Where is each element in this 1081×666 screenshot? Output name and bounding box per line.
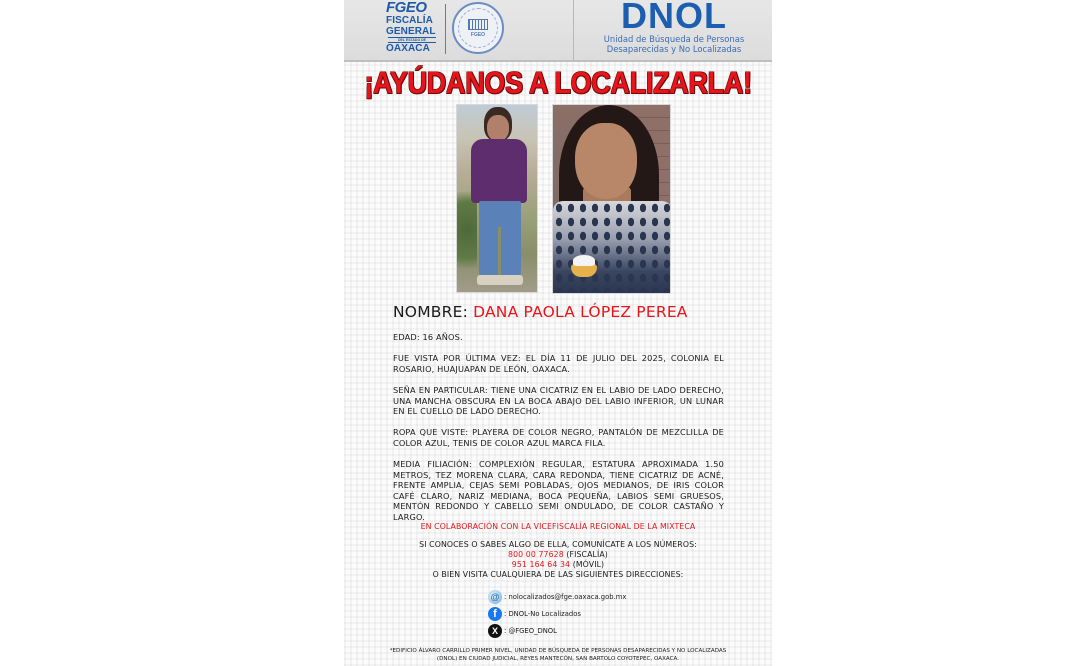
social-x[interactable] xyxy=(488,623,557,638)
poster-header xyxy=(344,0,772,62)
shoes-shape xyxy=(477,275,523,285)
social-email[interactable] xyxy=(488,589,626,604)
dnol-title: DNOL xyxy=(621,0,727,36)
legs-gap xyxy=(498,227,501,275)
fgeo-line-2: GENERAL xyxy=(386,26,436,37)
footer-address: *EDIFICIO ÁLVARO CARRILLO PRIMER NIVEL, UNIDAD DE BÚSQUEDA DE PERSONAS DESAPARECIDAS Y NO LOCALIZADAS (DNOL) EN CIUDAD JUDICIAL, REYES MANTECÓN, SAN BARTOLO COYOTEPEC, OAXACA. xyxy=(389,648,727,662)
dnol-subtitle-1: Unidad de Búsqueda de Personas xyxy=(603,34,745,44)
fgeo-small: DEL ESTADO DE xyxy=(388,37,436,43)
fgeo-logo xyxy=(386,0,438,56)
photo-full-body xyxy=(456,104,538,293)
seal-ring xyxy=(458,8,498,48)
phone-number-movil[interactable]: 951 164 64 34 xyxy=(511,560,571,569)
name-label: NOMBRE: xyxy=(393,303,468,321)
email-address[interactable]: : nolocalizados@fge.oaxaca.gob.mx xyxy=(504,592,627,601)
building-icon xyxy=(468,19,488,30)
fgeo-mark: FGEO xyxy=(386,0,427,16)
face-shape xyxy=(575,123,637,199)
phone-number-fiscalia[interactable]: 800 00 77628 xyxy=(508,550,564,559)
facebook-icon: f xyxy=(488,607,502,621)
cupcake-icon xyxy=(571,255,597,277)
header-divider xyxy=(573,0,574,60)
dnol-subtitle-2: Desaparecidas y No Localizadas xyxy=(606,44,742,54)
person-name: DANA PAOLA LÓPEZ PEREA xyxy=(473,303,688,321)
photo-portrait xyxy=(552,104,671,294)
physical-description-text: MEDIA FILIACIÓN: COMPLEXIÓN REGULAR, ESTATURA APROXIMADA 1.50 METROS, TEZ MORENA CLARA, CARA REDONDA, TIENE CICATRIZ DE ACNÉ, FRENTE AMPLIA, CEJAS SEMI POBLADAS, OJOS MEDIANOS, DE IRIS COLOR CAFÉ CLARO, NARIZ MEDIANA, BOCA PEQUEÑA, LABIOS SEMI GRUESOS, MENTÓN REDONDO Y CABELLO SEMI ONDULADO, DE COLOR CASTAÑO Y LARGO. xyxy=(393,459,724,522)
logo-divider xyxy=(445,4,446,54)
phone-line-1 xyxy=(344,550,772,560)
fgeo-line-1: FISCALÍA xyxy=(386,15,433,26)
missing-person-poster xyxy=(344,0,772,666)
shirt-shape xyxy=(471,139,527,203)
person-name-line xyxy=(393,303,733,321)
phone-line-2 xyxy=(344,560,772,570)
contact-prompt: SI CONOCES O SABES ALGO DE ELLA, COMUNÍCATE A LOS NÚMEROS: xyxy=(419,540,697,549)
facebook-page[interactable]: : DNOL-No Localizados xyxy=(504,609,581,618)
face-shape xyxy=(487,115,509,141)
age-text: EDAD: 16 AÑOS. xyxy=(393,332,463,342)
collaboration-text: EN COLABORACIÓN CON LA VICEFISCALÍA REGIONAL DE LA MIXTECA xyxy=(420,522,696,531)
blouse-shape xyxy=(553,201,671,294)
headline: ¡AYÚDANOS A LOCALIZARLA! xyxy=(364,66,752,100)
x-twitter-icon: X xyxy=(488,624,502,638)
cupcake-frosting xyxy=(573,255,595,266)
last-seen-text: FUE VISTA POR ÚLTIMA VEZ: EL DÍA 11 DE JULIO DEL 2025, COLONIA EL ROSARIO, HUAJUAPAN DE LEÓN, OAXACA. xyxy=(393,353,724,374)
x-handle[interactable]: : @FGEO_DNOL xyxy=(504,626,557,635)
distinguishing-marks-text: SEÑA EN PARTICULAR: TIENE UNA CICATRIZ EN EL LABIO DE LADO DERECHO, UNA MANCHA OBSCURA EN LA BOCA ABAJO DEL LABIO INFERIOR, UN LUNAR EN EL CUELLO DE LADO DERECHO. xyxy=(393,385,724,417)
phone-label-movil: (MÓVIL) xyxy=(570,560,605,569)
seal-text: FGEO xyxy=(470,31,486,38)
social-facebook[interactable] xyxy=(488,606,581,621)
fgeo-line-3: OAXACA xyxy=(386,43,430,54)
mail-icon: @ xyxy=(488,590,502,604)
clothing-text: ROPA QUE VISTE: PLAYERA DE COLOR NEGRO, PANTALÓN DE MEZCLILLA DE COLOR AZUL, TENIS DE COLOR AZUL MARCA FILA. xyxy=(393,427,724,448)
phone-label-fiscalia: (FISCALÍA) xyxy=(563,550,608,559)
fgeo-seal-icon xyxy=(452,2,504,54)
dnol-logo xyxy=(576,0,772,60)
visit-prompt: O BIEN VISITA CUALQUIERA DE LAS SIGUIENTES DIRECCIONES: xyxy=(432,570,684,579)
